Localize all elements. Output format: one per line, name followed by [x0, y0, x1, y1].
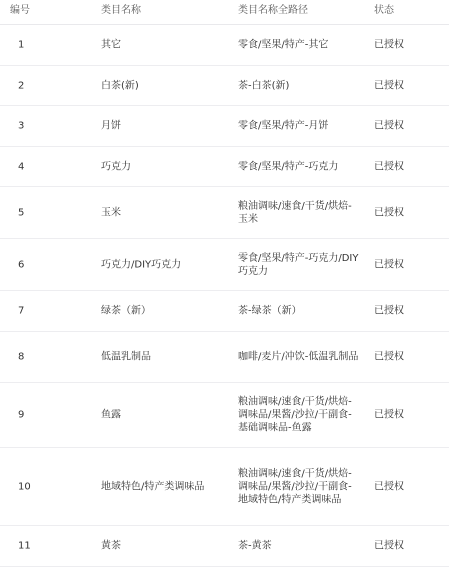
row-name: 黄茶: [101, 540, 121, 552]
table-row: [0, 332, 449, 383]
table-row: [0, 448, 449, 526]
table-row: [0, 526, 449, 567]
row-path: 零食/坚果/特产-月饼: [238, 120, 329, 132]
header-status: 状态: [374, 5, 394, 16]
row-path: 零食/坚果/特产-巧克力/DIY巧克力: [238, 252, 359, 277]
table-row: [0, 239, 449, 291]
row-path: 茶-白茶(新): [238, 80, 290, 91]
row-name: 玉米: [101, 207, 121, 218]
row-status: 已授权: [374, 409, 404, 421]
row-status: 已授权: [374, 207, 404, 218]
header-path: 类目名称全路径: [238, 5, 308, 16]
row-name: 绿茶（新）: [101, 305, 151, 317]
table-row: [0, 25, 449, 66]
row-path: 粮油调味/速食/干货/烘焙-玉米: [238, 200, 352, 225]
row-id: 8: [18, 351, 25, 363]
row-status: 已授权: [374, 80, 404, 91]
row-id: 9: [18, 409, 25, 421]
row-id: 5: [18, 207, 25, 218]
row-id: 2: [18, 80, 25, 91]
table-row: [0, 147, 449, 187]
table-row: [0, 187, 449, 239]
row-path: 咖啡/麦片/冲饮-低温乳制品: [238, 351, 359, 363]
row-name: 巧克力: [101, 161, 131, 172]
header-name: 类目名称: [101, 5, 141, 16]
row-status: 已授权: [374, 259, 404, 270]
row-name: 巧克力/DIY巧克力: [101, 259, 182, 270]
row-name: 地域特色/特产类调味品: [101, 481, 205, 492]
table-header: [0, 0, 449, 25]
row-path: 茶-黄茶: [238, 540, 272, 552]
row-name: 月饼: [101, 120, 121, 132]
row-id: 3: [18, 120, 25, 132]
table-row: [0, 66, 449, 106]
row-path: 零食/坚果/特产-其它: [238, 39, 329, 51]
row-id: 4: [18, 161, 25, 172]
row-path: 零食/坚果/特产-巧克力: [238, 161, 339, 172]
row-name: 鱼露: [101, 409, 121, 421]
table-row: [0, 291, 449, 332]
table-row: [0, 106, 449, 147]
row-status: 已授权: [374, 305, 404, 317]
row-path: 粮油调味/速食/干货/烘焙-调味品/果酱/沙拉/干副食-基础调味品-鱼露: [238, 396, 352, 434]
row-status: 已授权: [374, 39, 404, 51]
row-id: 1: [18, 39, 25, 51]
row-name: 白茶(新): [101, 80, 139, 91]
row-status: 已授权: [374, 120, 404, 132]
table-row: [0, 383, 449, 448]
row-path: 茶-绿茶（新）: [238, 305, 302, 317]
header-id: 编号: [10, 5, 30, 16]
row-id: 7: [18, 305, 25, 317]
row-name: 低温乳制品: [101, 351, 151, 363]
row-status: 已授权: [374, 481, 404, 492]
row-name: 其它: [101, 39, 121, 51]
row-id: 11: [18, 540, 31, 552]
row-id: 6: [18, 259, 25, 270]
row-status: 已授权: [374, 540, 404, 552]
row-id: 10: [18, 481, 31, 492]
row-status: 已授权: [374, 351, 404, 363]
row-status: 已授权: [374, 161, 404, 172]
row-path: 粮油调味/速食/干货/烘焙-调味品/果酱/沙拉/干副食-地域特色/特产类调味品: [238, 468, 352, 505]
